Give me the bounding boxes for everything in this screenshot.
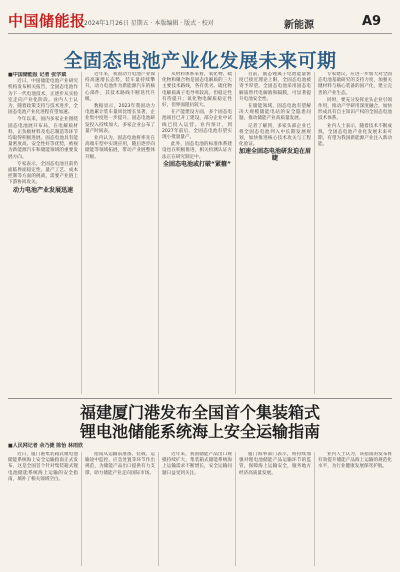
column-divider	[314, 72, 315, 394]
article2-headline-line-1: 福建厦门港发布全国首个集装箱式	[79, 403, 320, 422]
article2-paragraph: 业内人士认为，该指南的发布将有效提升储能产品海上运输的规范化水平，为行业健康发展保驾护航。	[318, 452, 392, 470]
article1-paragraph: 数据显示，2023年我国动力电池累计装车量同比增长显著，企业集中度进一步提升。固态电池研发投入持续加大，多家企业公布了量产时间表。	[85, 104, 155, 134]
article1-paragraph: 今年以来，国内多家企业围绕固态电池展开布局，在电解质材料、正负极材料及电芯制造等环节均取得积极进展。固态电池具有能量密度高、安全性好等优势，被视为新能源汽车和储能领域的重要发展方向。	[8, 117, 78, 160]
article2-paragraph: 近年来，我国储能产品出口规模持续扩大，集装箱式储能系统海上运输需求不断增长，安全运输问题日益受到关注。	[162, 452, 232, 476]
masthead	[8, 8, 392, 32]
article1-column-5	[318, 72, 392, 394]
article1-paragraph: 近年来，我国动力电池产业保持高速增长态势，装车量持续攀升。动力电池作为新能源汽车的核心部件，其技术路线不断迭代升级。	[85, 72, 155, 102]
article1-paragraph: 目前，液态锂离子电池能量密度已接近理论上限，全固态电池被寄予厚望。全固态电池采用固态电解质替代电解液和隔膜，可显著提升电池安全性。	[239, 72, 311, 102]
newspaper-logo: 中国储能报	[8, 12, 86, 30]
article2-column-3	[162, 452, 232, 566]
article1-subhead: 动力电池产业发展迅速	[12, 186, 73, 194]
column-divider	[81, 72, 82, 394]
article1-column-1	[8, 72, 78, 394]
article1-subhead: 全固态电池或打破“紧箍”	[163, 160, 231, 168]
article2-column-1	[8, 452, 78, 566]
article1-paragraph: 近日，中国储能电池产业研究机构发布相关报告，全固态电池作为下一代电池技术，正逐步从实验室走向产业化阶段。业内人士认为，随着政策支持与技术进步，全固态电池产业化进程有望加速。	[8, 79, 78, 116]
article1-paragraph: 记者了解到，多家头部企业已将全固态电池列入中长期发展规划，加快推进核心技术攻关与工程化验证。	[239, 123, 311, 148]
article1-subhead: 加速全固态电池研发迫在眉睫	[239, 148, 311, 162]
article1-byline: ■中国储能报 记者 张学斌	[8, 72, 67, 78]
article2-byline: ■人民网记者 余乃捷 陈怡 林雨欣	[8, 443, 83, 449]
article1-paragraph: 在储能领域，固态电池有望解决大规模储能电站的安全隐患问题，推动储能产业高质量发展。	[239, 104, 311, 122]
article1-column-2	[85, 72, 155, 394]
top-rule	[8, 33, 392, 34]
article2-headline	[8, 403, 392, 441]
article2-headline-line-2: 锂电池储能系统海上安全运输指南	[79, 422, 320, 441]
column-divider	[158, 452, 159, 566]
column-divider	[81, 452, 82, 566]
page-number: A9	[362, 14, 382, 29]
article1-headline: 全固态电池产业化发展未来可期	[63, 50, 337, 72]
article1-paragraph: 在产能建设方面，多个固态电池项目已开工建设，部分企业中试线已投入运营。业内预计，到2027年前后，全固态电池有望实现小批量量产。	[162, 110, 232, 141]
column-divider	[235, 452, 236, 566]
article2-paragraph: 厦门海事部门表示，将持续加强对锂电池储能产品运输环节的监管，保障海上运输安全，服务地方经济高质量发展。	[239, 452, 311, 476]
article1-paragraph: 专家表示，全固态电池目前仍面临界面稳定性、量产工艺、成本控制等方面的挑战，需要产业链上下游协同攻关。	[8, 161, 78, 186]
article1-paragraph: 业内认为，固态电池将率先在高端车型中实现应用，随后逐步向储能等领域拓展，带动产业链整体升级。	[85, 136, 155, 160]
issue-info: 2024年1月26日 星期五 · 本版编辑 · 版式 · 校对	[84, 20, 214, 27]
article2-paragraph: 指南从运输前准备、装载、运输途中监控、应急处置等环节作出规范，为储能产品出口提供有力支撑，助力储能产业走向国际市场。	[85, 452, 155, 476]
article2-column-5	[318, 452, 392, 566]
article1-column-4	[239, 72, 311, 394]
article1-column-3	[162, 72, 232, 394]
article-divider	[8, 398, 392, 399]
article1-paragraph: 此外，固态电池的标准体系建设也在积极推进，相关检测认证方法正在研究制定中。	[162, 142, 232, 160]
article1-paragraph: 同时，要充分发挥龙头企业引领作用，推动产学研用深度融合，加快形成具有自主知识产权的全固态电池技术体系。	[318, 97, 392, 122]
article1-paragraph: 专家建议，应进一步加大对全固态电池基础研究的支持力度，加强关键材料与核心装备的国产化，建立完善的产业生态。	[318, 72, 392, 96]
article1-paragraph: 从材料体系来看，氧化物、硫化物和聚合物是固态电解质的三大主要技术路线，各有优劣。硫化物电解质离子电导率较高，但稳定性有待提升；氧化物电解质稳定性好，但界面阻抗较大。	[162, 72, 232, 109]
article2-column-2	[85, 452, 155, 566]
column-divider	[235, 72, 236, 394]
column-divider	[158, 72, 159, 394]
article2-column-4	[239, 452, 311, 566]
column-divider	[314, 452, 315, 566]
section-name: 新能源	[284, 20, 314, 31]
article2-paragraph: 近日，厦门港集装箱式锂电池储能系统海上安全运输指南正式发布，这是全国首个针对集装箱式锂电池储能系统海上运输的安全指南，填补了相关领域空白。	[8, 452, 78, 482]
article1-paragraph: 业内人士表示，随着技术不断成熟，全固态电池产业化发展未来可期，有望为我国新能源产业注入新动能。	[318, 123, 392, 148]
